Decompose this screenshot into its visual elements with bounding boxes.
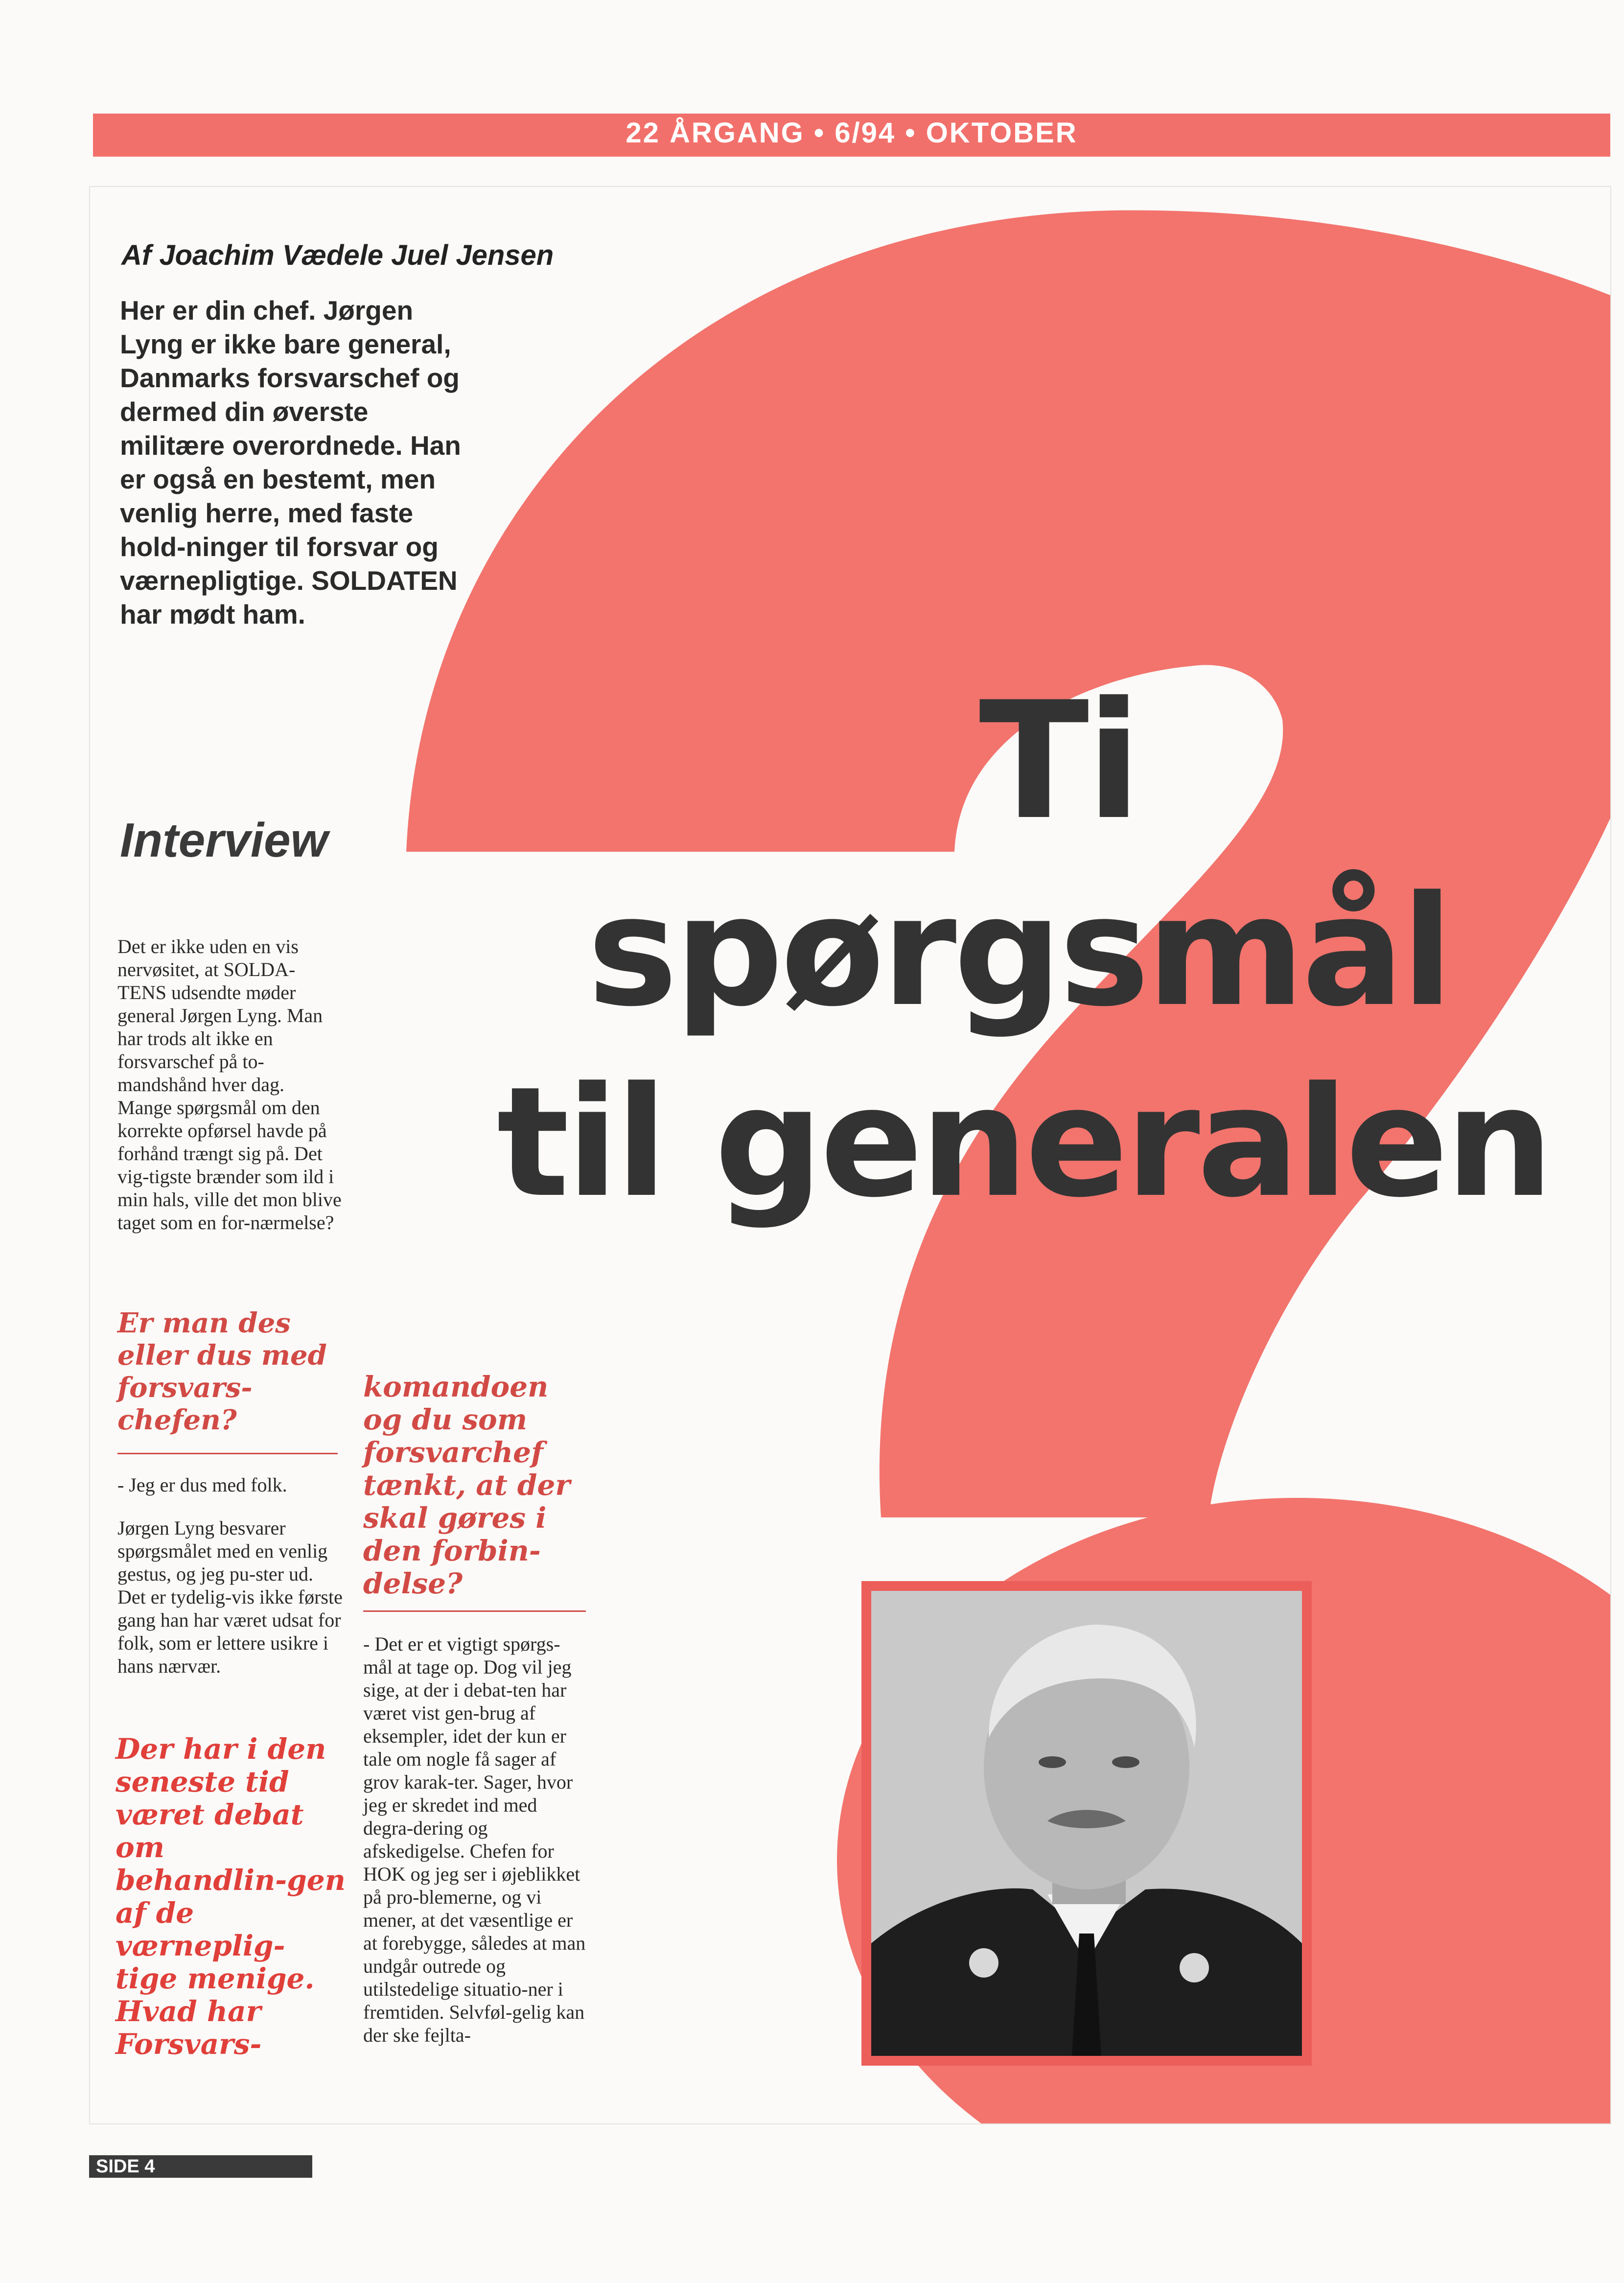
intro-paragraph: Det er ikke uden en vis nervøsitet, at SOLDA-TENS udsendte møder general Jørgen Lyng. Man har trods alt ikke en forsvarschef på to-mandshånd hver dag. Mange spørgsmål om den korrekte opførsel havde på forhånd trængt sig på. Det vig-tigste brænder som ild i min hals, ville det mon blive taget som en for-nærmelse? <box>117 935 342 1234</box>
answer-1-short: - Jeg er dus med folk. <box>117 1474 287 1496</box>
question-2-continued: komandoen og du som forsvarchef tænkt, at der skal gøres i den forbin-delse? <box>363 1370 570 1600</box>
issue-line: 22 ÅRGANG • 6/94 • OKTOBER <box>626 117 1078 149</box>
portrait-frame <box>861 1581 1312 2066</box>
question-2-rule <box>363 1610 586 1612</box>
question-1-rule <box>117 1453 338 1454</box>
headline-line-2: spørgsmål <box>587 863 1451 1040</box>
headline-line-1: Ti <box>979 667 1139 855</box>
lead-paragraph: Her er din chef. Jørgen Lyng er ikke bare general, Danmarks forsvarschef og dermed din øverste militære overordnede. Han er også en bestemt, men venlig herre, med faste hold-ninger til forsvar og værnepligtige. SOLDATEN har mødt ham. <box>120 295 461 629</box>
question-2: Der har i den seneste tid været debat om behandlin-gen af de værneplig-tige menige. Hvad har Forsvars- <box>116 1732 346 2061</box>
section-label: Interview <box>120 813 328 867</box>
page-number-box <box>89 2155 312 2178</box>
portrait-illustration <box>871 1591 1302 2056</box>
headline-line-3: til generalen <box>497 1054 1551 1231</box>
byline: Af Joachim Vædele Juel Jensen <box>121 239 554 271</box>
answer-2-body: - Det er et vigtigt spørgs-mål at tage op. Dog vil jeg sige, at der i debat-ten har været vist gen-brug af eksempler, idet der kun er tale om nogle få sager af grov karak-ter. Sager, hvor jeg er skredet ind med degra-dering og afskedigelse. Chefen for HOK og jeg ser i øjeblikket på pro-blemerne, og vi mener, at det væsentlige er at forebygge, således at man undgår outrede og utilstedelige situatio-ner i fremtiden. Selvføl-gelig kan der ske fejlta- <box>363 1633 586 2046</box>
general-portrait-photo <box>871 1591 1302 2056</box>
page-number: SIDE 4 <box>96 2156 155 2177</box>
answer-1-body: Jørgen Lyng besvarer spørgsmålet med en venlig gestus, og jeg pu-ster ud. Det er tydelig-vis ikke første gang han har været udsat for folk, som er lettere usikre i hans nærvær. <box>117 1517 343 1677</box>
question-1: Er man des eller dus med forsvars-chefen? <box>117 1307 327 1436</box>
